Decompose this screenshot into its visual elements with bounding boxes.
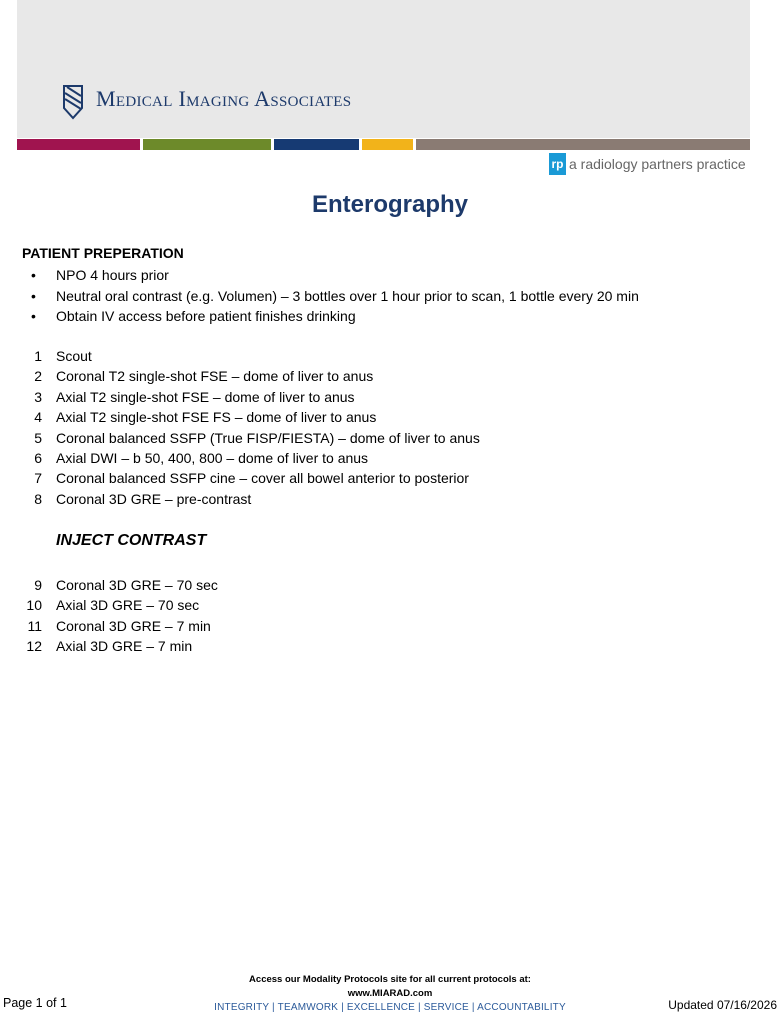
header-background xyxy=(17,0,750,138)
preparation-list xyxy=(22,265,639,327)
list-item: 7 Coronal balanced SSFP cine – cover all bowel anterior to posterior xyxy=(34,470,469,487)
footer-values: INTEGRITY | TEAMWORK | EXCELLENCE | SERVICE | ACCOUNTABILITY xyxy=(214,1002,566,1013)
list-item: 6 Axial DWI – b 50, 400, 800 – dome of liver to anus xyxy=(34,449,369,466)
bullet-icon: • xyxy=(31,287,36,304)
list-item: 12 Axial 3D GRE – 7 min xyxy=(26,638,193,655)
logo-text: Medical Imaging Associates xyxy=(96,86,352,111)
color-bar-magenta xyxy=(17,139,140,150)
svg-text:rp: rp xyxy=(551,157,564,171)
color-bar-taupe xyxy=(416,139,750,150)
updated-date: Updated 07/16/2026 xyxy=(668,998,777,1012)
list-item: 10 Axial 3D GRE – 70 sec xyxy=(26,597,200,614)
list-item: 1 Scout xyxy=(34,348,92,364)
list-item: 5 Coronal balanced SSFP (True FISP/FIESTA) – dome of liver to anus xyxy=(34,429,480,446)
list-item: 11 Coronal 3D GRE – 7 min xyxy=(27,617,211,634)
inject-contrast-label: INJECT CONTRAST xyxy=(56,532,207,549)
document-title: Enterography xyxy=(311,191,469,218)
page-number: Page 1 of 1 xyxy=(3,996,67,1010)
partner-tagline xyxy=(549,152,746,176)
bullet-icon: • xyxy=(31,308,36,324)
preparation-heading: PATIENT PREPERATION xyxy=(22,245,184,261)
color-bar-green xyxy=(143,139,271,150)
list-item: 9 Coronal 3D GRE – 70 sec xyxy=(34,577,218,593)
list-item: 8 Coronal 3D GRE – pre-contrast xyxy=(34,490,252,507)
list-item: • Obtain IV access before patient finishes drinking xyxy=(22,306,639,327)
partner-text: a radiology partners practice xyxy=(569,156,746,172)
rp-logo-icon xyxy=(549,153,566,175)
post-contrast-steps xyxy=(22,575,218,657)
pre-contrast-steps xyxy=(22,346,480,509)
bullet-icon: • xyxy=(31,267,36,283)
color-bar-navy xyxy=(274,139,359,150)
list-item: 3 Axial T2 single-shot FSE – dome of liver to anus xyxy=(34,388,355,405)
shield-logo-icon xyxy=(62,84,84,120)
list-item: • Neutral oral contrast (e.g. Volumen) – 3 bottles over 1 hour prior to scan, 1 bottle every 20 min xyxy=(22,286,639,307)
footer-url[interactable]: www.MIARAD.com xyxy=(347,988,433,999)
color-bar-gold xyxy=(362,139,413,150)
footer-access-text: Access our Modality Protocols site for all current protocols at: xyxy=(249,974,531,985)
list-item: 4 Axial T2 single-shot FSE FS – dome of liver to anus xyxy=(34,409,377,426)
list-item: • NPO 4 hours prior xyxy=(22,265,639,286)
list-item: 2 Coronal T2 single-shot FSE – dome of liver to anus xyxy=(34,368,374,385)
